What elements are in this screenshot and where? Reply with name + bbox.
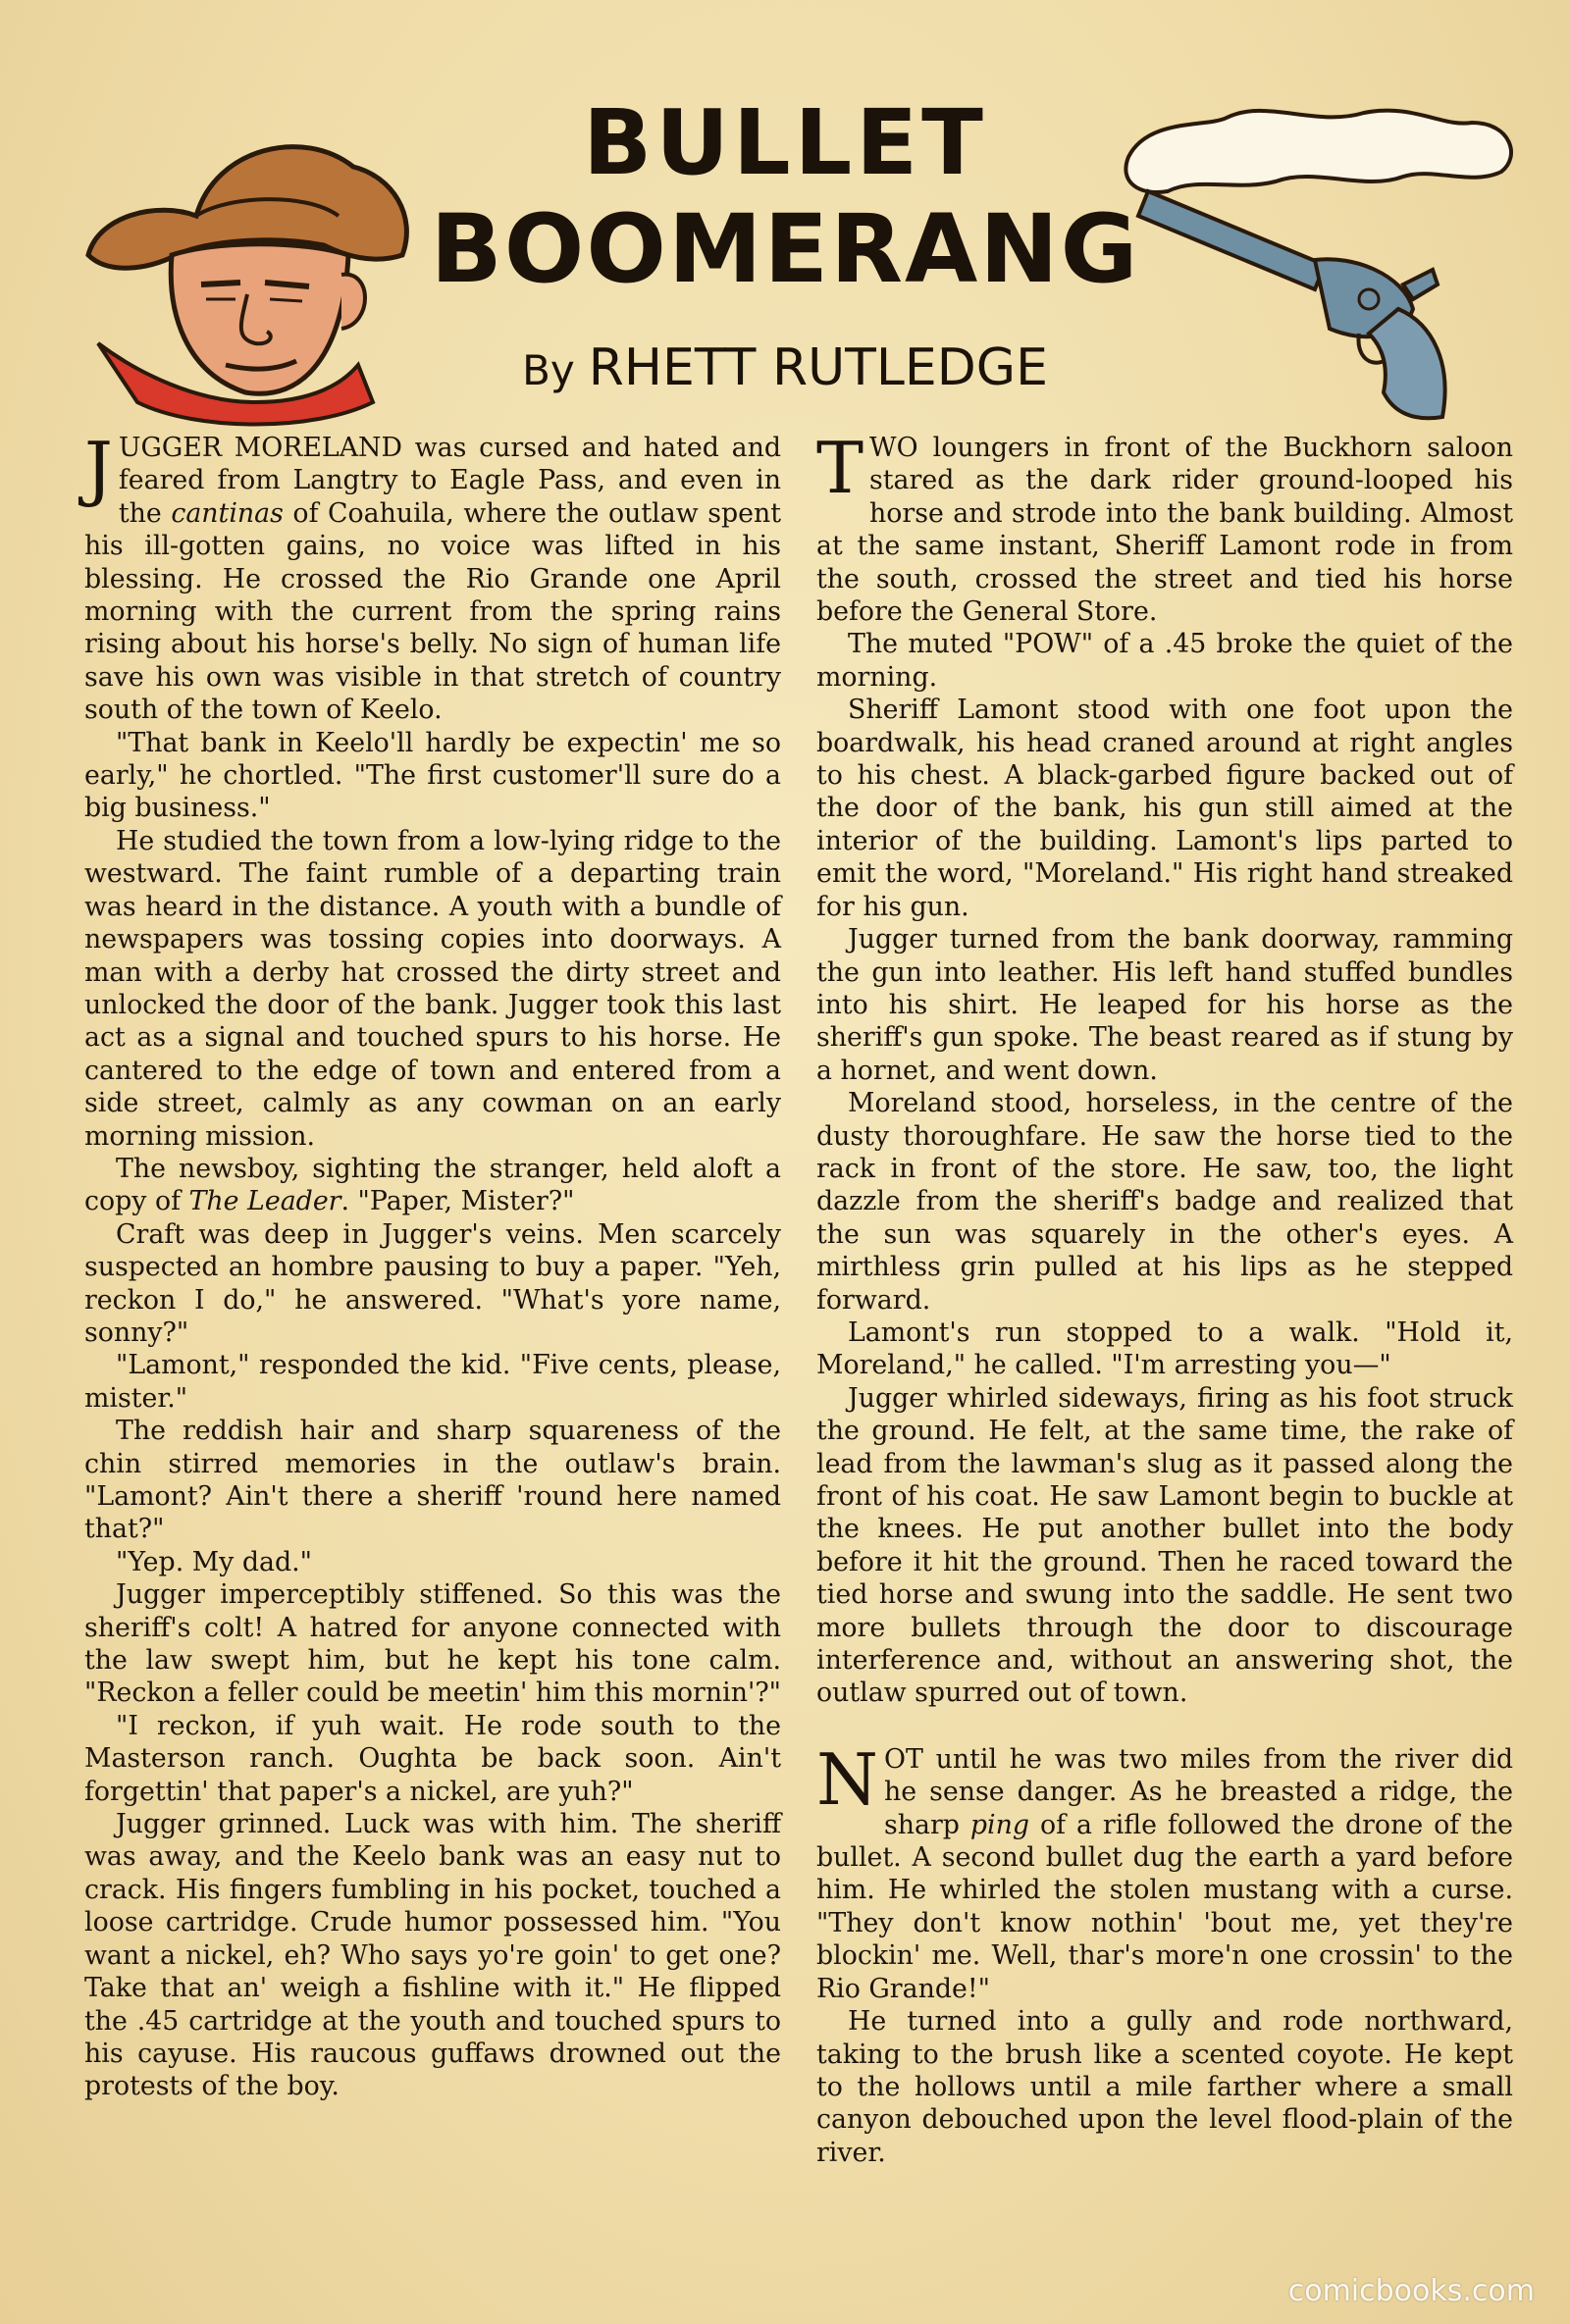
paragraph: "Yep. My dad."	[116, 1546, 312, 1577]
italic-text: cantinas	[171, 497, 284, 529]
paragraph: The muted "POW" of a .45 broke the quiet of the morning.	[816, 629, 1513, 693]
paragraph: Craft was deep in Jugger's veins. Men scarcely suspected an hombre pausing to buy a paper. "Yeh, reckon I do," he answered. "What's yore name, sonny?"	[84, 1218, 781, 1348]
paragraph	[84, 1153, 781, 1218]
paragraph	[816, 427, 1513, 628]
column-left	[84, 427, 782, 2103]
drop-cap: J	[84, 427, 113, 509]
paragraph: He turned into a gully and rode northward, taking to the brush like a scented coyote. He kept to the hollows until a mile farther where a small canyon debouched upon the level flood-plain of the river.	[816, 2006, 1513, 2168]
paragraph	[84, 427, 782, 727]
drop-cap: T	[816, 427, 864, 509]
paragraph: "That bank in Keelo'll hardly be expectin' me so early," he chortled. "The first customer'll sure do a big business."	[84, 727, 781, 824]
paragraph: Lamont's run stopped to a walk. "Hold it, Moreland," he called. "I'm arresting you—"	[816, 1317, 1513, 1381]
story-title	[412, 90, 1158, 304]
paragraph: Jugger imperceptibly stiffened. So this was the sheriff's colt! A hatred for anyone connected with the law swept him, but he kept his tone calm. "Reckon a feller could be meetin' him this mornin'?"	[84, 1579, 782, 1709]
paragraph: "I reckon, if yuh wait. He rode south to the Masterson ranch. Oughta be back soon. Ain't forgettin' that paper's a nickel, are yuh?"	[84, 1710, 781, 1807]
paragraph: He studied the town from a low-lying ridge to the westward. The faint rumble of a departing train was heard in the distance. A youth with a bundle of newspapers was tossing copies into doorways. A man with a derby hat crossed the dirty street and unlocked the door of the bank. Jugger took this last act as a signal and touched spurs to his horse. He cantered to the edge of town and entered from a side street, calmly as any cowman on an early morning mission.	[84, 825, 781, 1152]
text-run: The newsboy, sighting the stranger, held aloft a copy of	[84, 1153, 781, 1217]
paragraph: Jugger grinned. Luck was with him. The sheriff was away, and the Keelo bank was an easy nut to crack. His fingers fumbling in his pocket, touched a loose cartridge. Crude humor possessed him. "You want a nickel, eh? Who says yo're goin' to get one? Take that an' weigh a fishline with it." He flipped the .45 cartridge at the youth and touched spurs to his cayuse. His raucous guffaws drowned out the protests of the boy.	[84, 1809, 781, 2102]
text-run: UGGER MORELAND was cursed and hated and feared from Langtry to Eagle Pass, and even in the	[118, 433, 781, 529]
text-run: OT until he was two miles from the river did he sense danger. As he breasted a ridge, the sharp	[884, 1743, 1513, 1840]
byline-by: By	[522, 346, 575, 394]
paragraph: Sheriff Lamont stood with one foot upon the boardwalk, his head craned around at right angles to his chest. A black-garbed figure backed out of the door of the bank, his gun still aimed at the interior of the building. Lamont's lips parted to emit the word, "Moreland." His right hand streaked for his gun.	[816, 695, 1513, 922]
paragraph	[816, 1737, 1513, 2005]
text-run: of Coahuila, where the outlaw spent his ill-gotten gains, no voice was lifted in his blessing. He crossed the Rio Grande one April morning with the current from the spring rains rising about his horse's belly. No sign of human life save his own was visible in that stretch of country south of the town of Keelo.	[84, 497, 782, 726]
italic-text: ping	[969, 1809, 1030, 1840]
paragraph: "Lamont," responded the kid. "Five cents, please, mister."	[84, 1350, 781, 1414]
column-right	[816, 427, 1513, 2169]
text-run: of a rifle followed the drone of the bullet. A second bullet dug the earth a yard before him. He whirled the stolen mustang with a curse. "They don't know nothin' 'bout me, yet they're blockin' me. Well, thar's more'n one crossin' to the Rio Grande!"	[816, 1809, 1513, 2004]
byline	[412, 338, 1158, 397]
italic-text: The Leader	[188, 1186, 341, 1217]
header	[0, 0, 1570, 432]
cowboy-portrait-icon	[78, 108, 432, 432]
paragraph: Moreland stood, horseless, in the centre of the dusty thoroughfare. He saw the horse tied to the rack in front of the store. He saw, too, the light dazzle from the sheriff's badge and realized that the sun was squarely in the other's eyes. A mirthless grin pulled at his lips as he stepped forward.	[816, 1088, 1513, 1316]
title-line-1: BULLET	[583, 90, 987, 195]
watermark: comicbooks.com	[1287, 2274, 1535, 2308]
paragraph: Jugger whirled sideways, firing as his foot struck the ground. He felt, at the same time, the rake of lead from the lawman's slug as it passed along the front of his coat. He saw Lamont begin to buckle at the knees. He put another bullet into the body before it hit the ground. Then he raced toward the tied horse and swung into the saddle. He sent two more bullets through the door to discourage interference and, without an answering shot, the outlaw spurred out of town.	[816, 1382, 1513, 1709]
text-run: . "Paper, Mister?"	[340, 1186, 575, 1217]
byline-author: RHETT RUTLEDGE	[588, 338, 1048, 397]
smoking-revolver-icon	[1119, 98, 1531, 432]
paragraph: The reddish hair and sharp squareness of the chin stirred memories in the outlaw's brain. "Lamont? Ain't there a sheriff 'round here named that?"	[84, 1416, 781, 1545]
text-run: WO loungers in front of the Buckhorn saloon stared as the dark rider ground-looped his horse and strode into the bank building. Almost at the same instant, Sheriff Lamont rode in from the south, crossed the street and tied his horse before the General Store.	[816, 433, 1513, 628]
title-line-2: BOOMERANG	[430, 194, 1140, 304]
paragraph: Jugger turned from the bank doorway, ramming the gun into leather. His left hand stuffed bundles into his shirt. He leaped for his horse as the sheriff's gun spoke. The beast reared as if stung by a hornet, and went down.	[816, 924, 1513, 1086]
drop-cap: N	[816, 1737, 878, 1821]
